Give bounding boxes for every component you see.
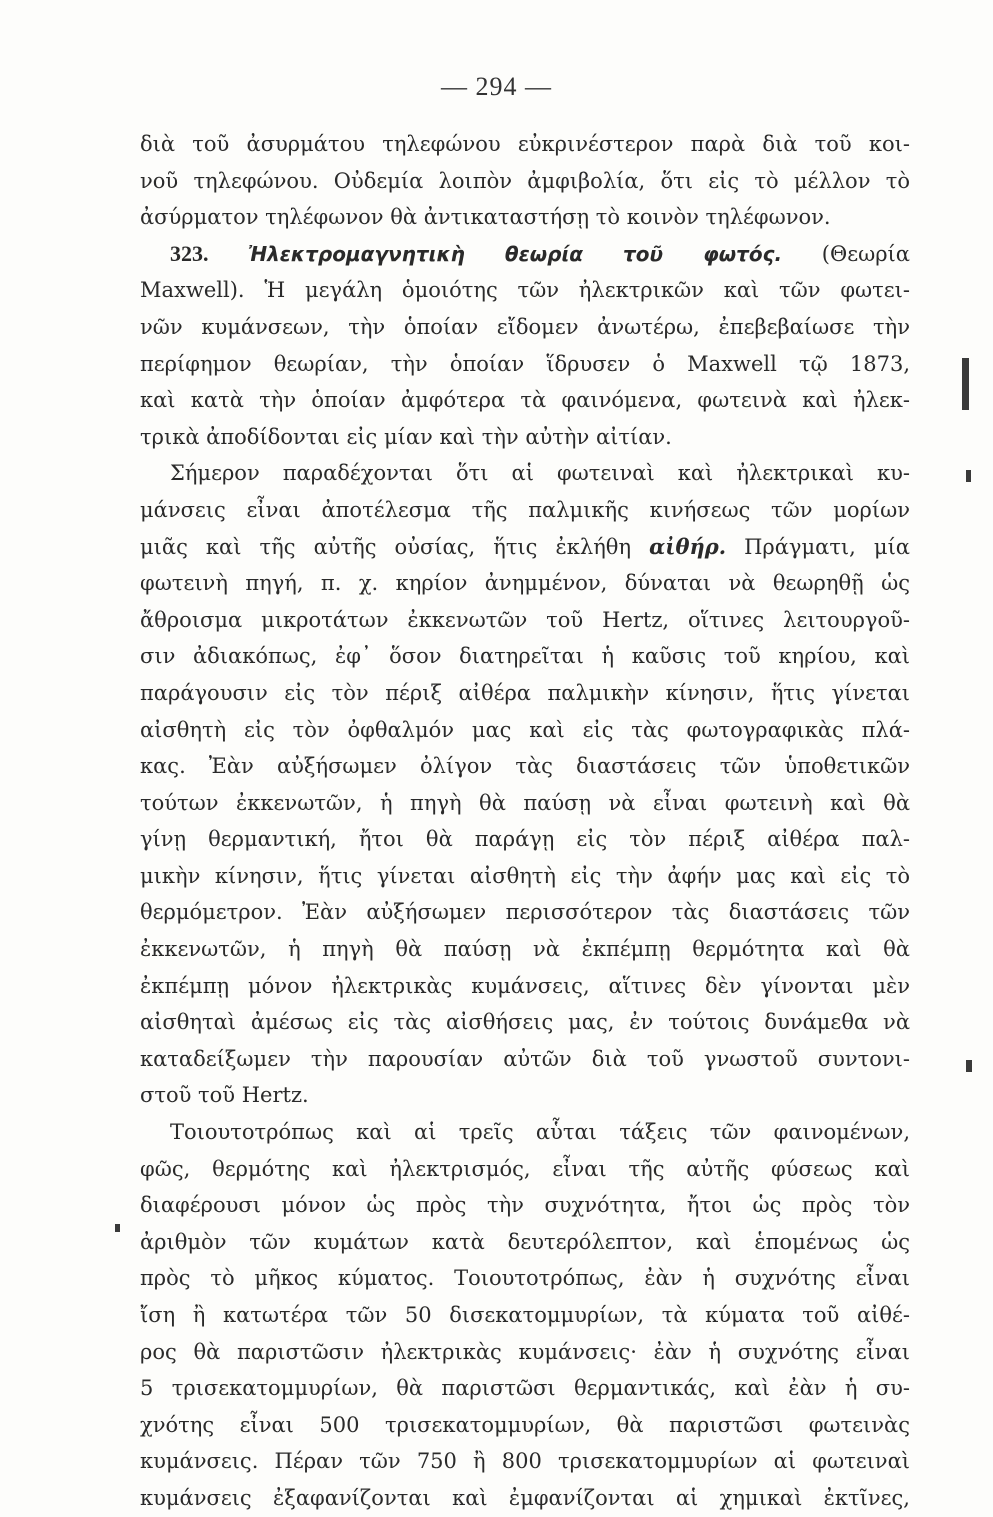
text-line: Σήμερον παραδέχονται ὅτι αἱ φωτειναὶ καὶ ἠλεκτρικαὶ κυ-: [170, 461, 910, 486]
text-line: αἰσθητὴ εἰς τὸν ὀφθαλμόν μας καὶ εἰς τὰς φωτογραφικὰς πλά-: [140, 717, 910, 742]
text-line: νοῦ τηλεφώνου. Οὐδεμία λοιπὸν ἀμφιβολία, ὅτι εἰς τὸ μέλλον τὸ: [140, 168, 910, 193]
text-line: 5 τρισεκατομμυρίων, θὰ παριστῶσι θερμαντικάς, καὶ ἐὰν ἡ συ-: [140, 1376, 910, 1401]
page-number: — 294 —: [441, 72, 552, 101]
text-line: στοῦ τοῦ Hertz.: [140, 1083, 309, 1108]
text-line: νῶν κυμάνσεων, τὴν ὁποίαν εἴδομεν ἀνωτέρω, ἐπεβεβαίωσε τὴν: [140, 314, 910, 339]
margin-scan-mark: [115, 1224, 120, 1232]
text-line: καταδείξωμεν τὴν παρουσίαν αὐτῶν διὰ τοῦ γνωστοῦ συντονι-: [140, 1046, 910, 1071]
margin-scan-mark: [966, 1060, 972, 1072]
text-line: τούτων ἐκκενωτῶν, ἡ πηγὴ θὰ παύσῃ νὰ εἶναι φωτεινὴ καὶ θὰ: [140, 790, 910, 815]
text-line: μικὴν κίνησιν, ἥτις γίνεται αἰσθητὴ εἰς τὴν ἀφήν μας καὶ εἰς τὸ: [140, 863, 910, 888]
body-text: [140, 126, 910, 1517]
text-line: ἐκπέμπῃ μόνον ἠλεκτρικὰς κυμάνσεις, αἵτινες δὲν γίνονται μὲν: [140, 973, 910, 998]
margin-scan-mark: [966, 470, 971, 482]
text-line: περίφημον θεωρίαν, τὴν ὁποίαν ἵδρυσεν ὁ Maxwell τῷ 1873,: [140, 351, 910, 376]
text-line: αἰσθηταὶ ἀμέσως εἰς τὰς αἰσθήσεις μας, ἐν τούτοις δυνάμεθα νὰ: [140, 1010, 910, 1035]
text-line: θερμόμετρον. Ἐὰν αὐξήσωμεν περισσότερον τὰς διαστάσεις τῶν: [140, 900, 910, 925]
aether-term: αἰθήρ.: [649, 533, 726, 559]
text-line: φωτεινὴ πηγή, π. χ. κηρίον ἀνημμένον, δύναται νὰ θεωρηθῇ ὡς: [140, 571, 910, 596]
text-line: κυμάνσεις. Πέραν τῶν 750 ἢ 800 τρισεκατομμυρίων αἱ φωτειναὶ: [140, 1449, 910, 1474]
aether-before: μιᾶς καὶ τῆς αὐτῆς οὐσίας, ἥτις ἐκλήθη: [140, 534, 632, 559]
section-title: Ἠλεκτρομαγνητικὴ θεωρία τοῦ φωτός.: [248, 241, 783, 266]
text-line-aether: [140, 529, 910, 566]
aether-after: Πράγματι, μία: [744, 534, 910, 559]
text-line: κας. Ἐὰν αὐξήσωμεν ὀλίγον τὰς διαστάσεις τῶν ὑποθετικῶν: [140, 754, 910, 779]
text-line: μάνσεις εἶναι ἀποτέλεσμα τῆς παλμικῆς κινήσεως τῶν μορίων: [140, 497, 910, 522]
section-number: 323.: [170, 240, 209, 266]
text-line: φῶς, θερμότης καὶ ἠλεκτρισμός, εἶναι τῆς αὐτῆς φύσεως καὶ: [140, 1156, 910, 1181]
text-line: ρος θὰ παριστῶσιν ἠλεκτρικὰς κυμάνσεις· ἐὰν ἡ συχνότης εἶναι: [140, 1339, 910, 1364]
text-line: χνότης εἶναι 500 τρισεκατομμυρίων, θὰ παριστῶσι φωτεινὰς: [140, 1412, 910, 1437]
text-line: ἴση ἢ κατωτέρα τῶν 50 δισεκατομμυρίων, τὰ κύματα τοῦ αἰθέ-: [140, 1303, 910, 1327]
text-line: διαφέρουσι μόνον ὡς πρὸς τὴν συχνότητα, ἤτοι ὡς πρὸς τὸν: [140, 1193, 910, 1218]
text-line: τρικὰ ἀποδίδονται εἰς μίαν καὶ τὴν αὐτὴν αἰτίαν.: [140, 424, 672, 449]
text-line: διὰ τοῦ ἀσυρμάτου τηλεφώνου εὐκρινέστερον παρὰ διὰ τοῦ κοι-: [140, 132, 910, 156]
margin-scan-mark: [962, 358, 969, 410]
text-line: Maxwell). Ἡ μεγάλη ὁμοιότης τῶν ἠλεκτρικῶν καὶ τῶν φωτει-: [140, 278, 910, 303]
text-line: κυμάνσεις ἐξαφανίζονται καὶ ἐμφανίζονται αἱ χημικαὶ ἐκτῖνες,: [140, 1485, 910, 1510]
text-line: γίνῃ θερμαντική, ἤτοι θὰ παράγῃ εἰς τὸν πέριξ αἰθέρα παλ-: [140, 827, 910, 852]
text-line: καὶ κατὰ τὴν ὁποίαν ἀμφότερα τὰ φαινόμενα, φωτεινὰ καὶ ἠλεκ-: [140, 388, 910, 413]
text-line: ἀριθμὸν τῶν κυμάτων κατὰ δευτερόλεπτον, καὶ ἑπομένως ὡς: [140, 1229, 910, 1254]
text-line: Τοιουτοτρόπως καὶ αἱ τρεῖς αὗται τάξεις τῶν φαινομένων,: [170, 1120, 910, 1145]
text-line: παράγουσιν εἰς τὸν πέριξ αἰθέρα παλμικὴν κίνησιν, ἥτις γίνεται: [140, 680, 910, 705]
section-title-tail: (Θεωρία: [821, 241, 910, 266]
section-heading: [140, 236, 910, 273]
text-line: πρὸς τὸ μῆκος κύματος. Τοιουτοτρόπως, ἐὰν ἡ συχνότης εἶναι: [140, 1266, 910, 1291]
text-line: ἐκκενωτῶν, ἡ πηγὴ θὰ παύσῃ νὰ ἐκπέμπῃ θερμότητα καὶ θὰ: [140, 937, 910, 962]
text-line: ἄθροισμα μικροτάτων ἐκκενωτῶν τοῦ Hertz, οἵτινες λειτουργοῦ-: [140, 607, 910, 632]
text-line: σιν ἀδιακόπως, ἐφ᾽ ὅσον διατηρεῖται ἡ καῦσις τοῦ κηρίου, καὶ: [140, 644, 910, 669]
text-line: ἀσύρματον τηλέφωνον θὰ ἀντικαταστήσῃ τὸ κοινὸν τηλέφωνον.: [140, 205, 831, 230]
